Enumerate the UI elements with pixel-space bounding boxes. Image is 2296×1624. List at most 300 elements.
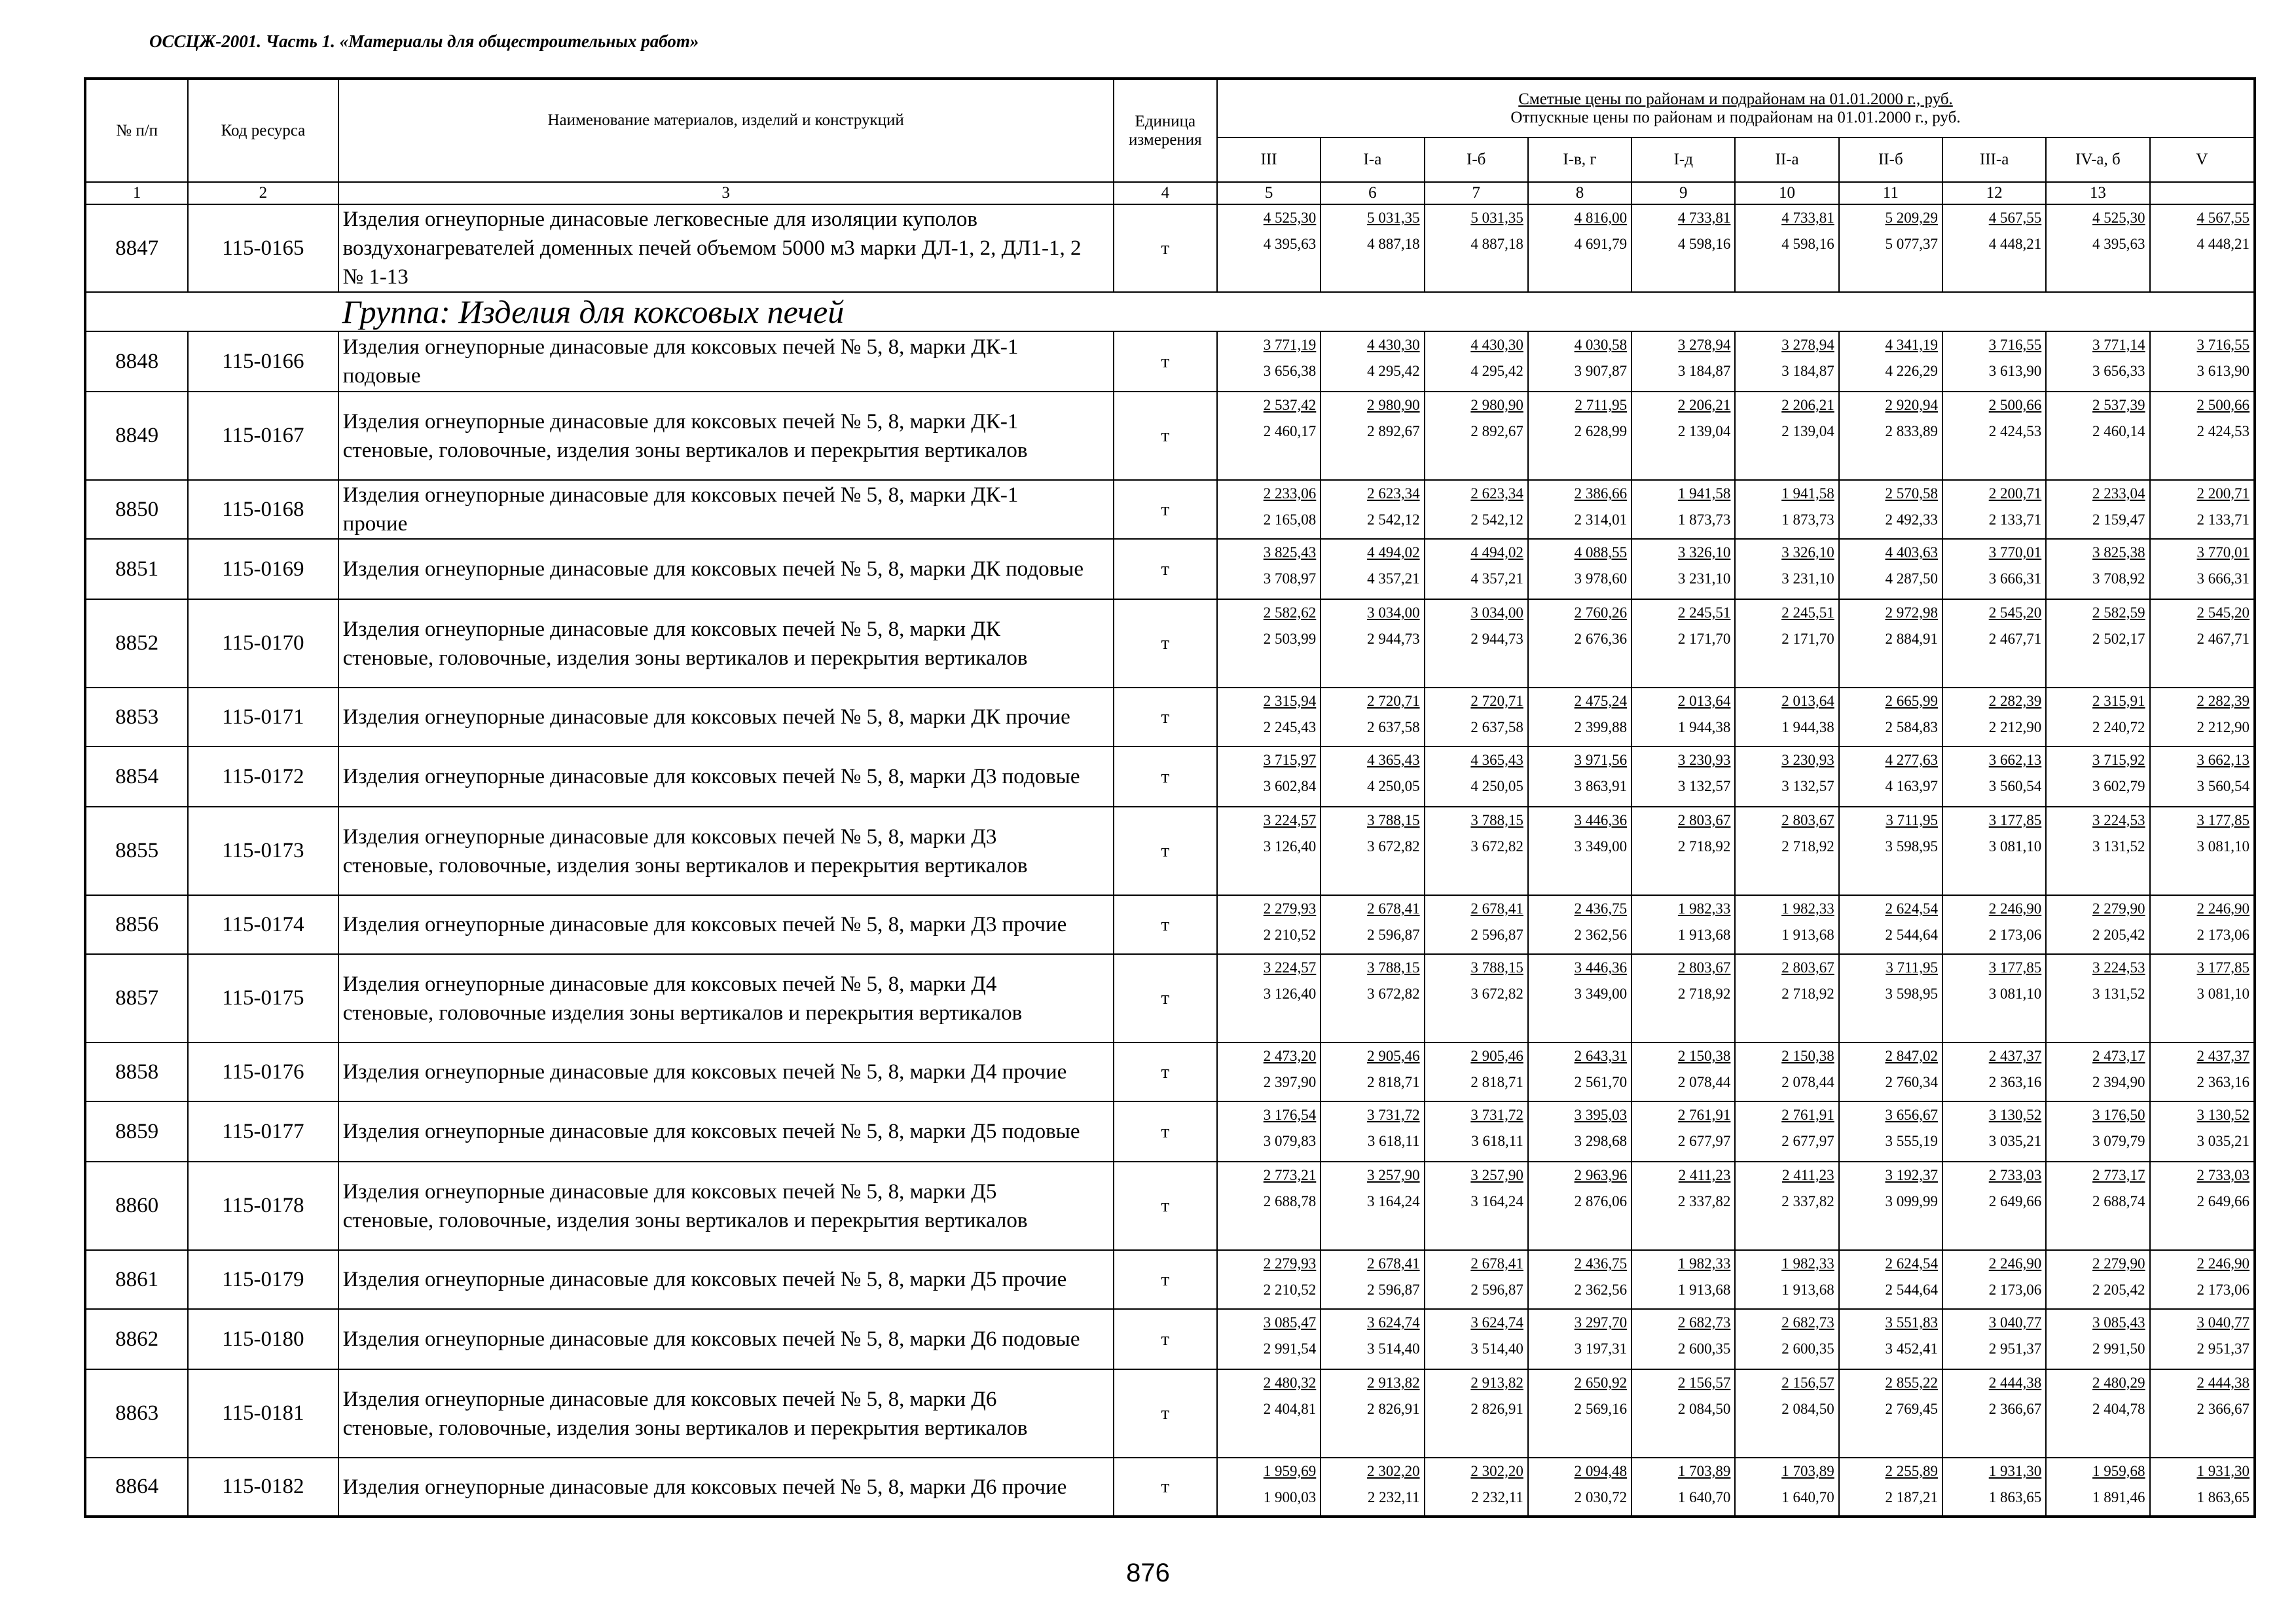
price-cell: [1321, 688, 1424, 747]
release-price: 2 649,66: [2196, 1193, 2250, 1209]
resource-code: 115-0169: [188, 539, 338, 599]
release-price: 2 951,37: [2196, 1340, 2250, 1357]
estimate-price: 2 803,67: [1677, 959, 1731, 976]
col-header-prices: [1217, 79, 2255, 138]
region-header: V: [2150, 138, 2255, 182]
release-price: 3 452,41: [1885, 1340, 1938, 1357]
price-cell: [1839, 1101, 1942, 1162]
unit: т: [1114, 1101, 1217, 1162]
estimate-price: 2 436,75: [1574, 900, 1628, 917]
group-row: [85, 292, 2255, 331]
item-name-line: Изделия огнеупорные динасовые для коксовых печей № 5, 8, марки Д5 прочие: [342, 1268, 1067, 1291]
estimate-price: 2 282,39: [1988, 693, 2042, 709]
estimate-price: 3 716,55: [1988, 337, 2042, 353]
release-price: 2 362,56: [1574, 1282, 1628, 1298]
estimate-price: 3 715,92: [2092, 752, 2145, 768]
estimate-price: 3 130,52: [1988, 1107, 2042, 1123]
unit: т: [1114, 392, 1217, 480]
resource-code: 115-0177: [188, 1101, 338, 1162]
resource-code: 115-0171: [188, 688, 338, 747]
estimate-price: 1 982,33: [1677, 1255, 1731, 1272]
release-price: 3 907,87: [1574, 363, 1628, 379]
resource-code: 115-0181: [188, 1369, 338, 1458]
release-price: 4 598,16: [1781, 236, 1834, 252]
resource-code: 115-0180: [188, 1309, 338, 1369]
column-number: 2: [188, 182, 338, 204]
price-cell: [1942, 392, 2046, 480]
estimate-price: 2 246,90: [1988, 900, 2042, 917]
price-cell: [1631, 1369, 1735, 1458]
price-cell: [1425, 954, 1528, 1043]
estimate-price: 2 855,22: [1885, 1375, 1938, 1391]
estimate-price: 1 703,89: [1677, 1463, 1731, 1479]
estimate-price: 2 905,46: [1367, 1048, 1420, 1064]
price-cell: [1942, 1101, 2046, 1162]
column-number: 6: [1321, 182, 1424, 204]
release-price: 2 628,99: [1574, 423, 1628, 439]
release-price: 3 197,31: [1574, 1340, 1628, 1357]
estimate-price: 2 643,31: [1574, 1048, 1628, 1064]
price-cell: [1735, 599, 1838, 688]
release-price: 2 363,16: [2196, 1074, 2250, 1090]
price-cell: [1217, 204, 1321, 292]
estimate-price: 3 326,10: [1781, 544, 1834, 561]
estimate-price: 2 665,99: [1885, 693, 1938, 709]
estimate-price: 3 711,95: [1886, 959, 1938, 976]
price-cell: [1528, 1162, 1631, 1250]
estimate-price: 2 720,71: [1367, 693, 1420, 709]
estimate-price: 3 825,43: [1263, 544, 1317, 561]
price-cell: [1942, 599, 2046, 688]
price-cell: [1735, 1043, 1838, 1101]
region-header: III-а: [1942, 138, 2046, 182]
unit: т: [1114, 599, 1217, 688]
column-number: 7: [1425, 182, 1528, 204]
price-cell: [1217, 688, 1321, 747]
release-price: 4 448,21: [1988, 236, 2042, 252]
price-cell: [1839, 895, 1942, 954]
price-cell: [1321, 599, 1424, 688]
price-cell: [1528, 807, 1631, 895]
item-name-line: Изделия огнеупорные динасовые для коксовых печей № 5, 8, марки Д6: [342, 1387, 997, 1411]
estimate-price: 3 085,43: [2092, 1314, 2145, 1331]
release-price: 2 171,70: [1781, 631, 1834, 647]
release-price: 2 205,42: [2092, 927, 2145, 943]
estimate-price: 2 094,48: [1574, 1463, 1628, 1479]
release-price: 4 163,97: [1885, 778, 1938, 794]
estimate-price: 4 733,81: [1781, 210, 1834, 226]
estimate-price: 3 395,03: [1574, 1107, 1628, 1123]
estimate-price: 2 475,24: [1574, 693, 1628, 709]
release-price: 4 887,18: [1367, 236, 1420, 252]
estimate-price: 3 257,90: [1470, 1167, 1523, 1183]
release-price: 3 514,40: [1367, 1340, 1420, 1357]
col-header-nn: № п/п: [85, 79, 188, 182]
release-price: 2 404,81: [1263, 1401, 1317, 1417]
price-cell: [1631, 1458, 1735, 1517]
unit: т: [1114, 747, 1217, 807]
price-cell: [1631, 1101, 1735, 1162]
release-price: 4 250,05: [1367, 778, 1420, 794]
price-cell: [1735, 688, 1838, 747]
price-cell: [1425, 1162, 1528, 1250]
item-name-line: Изделия огнеупорные динасовые для коксовых печей № 5, 8, марки Д3 подовые: [342, 765, 1080, 788]
estimate-price: 4 525,30: [2092, 210, 2145, 226]
item-name-line: воздухонагревателей доменных печей объемом 5000 м3 марки ДЛ-1, 2, ДЛ1-1, 2: [342, 236, 1082, 260]
price-cell: [1942, 204, 2046, 292]
estimate-price: 2 624,54: [1885, 900, 1938, 917]
row-number: 8849: [85, 392, 188, 480]
estimate-price: 2 315,94: [1263, 693, 1317, 709]
estimate-price: 2 582,62: [1263, 604, 1317, 621]
release-price: 3 231,10: [1677, 570, 1731, 587]
estimate-price: 2 761,91: [1781, 1107, 1834, 1123]
row-number: 8857: [85, 954, 188, 1043]
release-price: 2 637,58: [1470, 719, 1523, 735]
prices-release-caption: Отпускные цены по районам и подрайонам на 01.01.2000 г., руб.: [1510, 108, 1961, 126]
estimate-price: 3 656,67: [1885, 1107, 1938, 1123]
estimate-price: 4 277,63: [1885, 752, 1938, 768]
item-name-line: подовые: [342, 364, 421, 388]
item-name: [338, 204, 1114, 292]
table-row: [85, 539, 2255, 599]
release-price: 2 542,12: [1367, 511, 1420, 528]
price-cell: [1735, 204, 1838, 292]
release-price: 3 560,54: [2196, 778, 2250, 794]
price-cell: [1942, 1162, 2046, 1250]
unit: т: [1114, 1369, 1217, 1458]
release-price: 3 672,82: [1470, 986, 1523, 1002]
price-cell: [1839, 688, 1942, 747]
price-cell: [1321, 1458, 1424, 1517]
price-cell: [1321, 331, 1424, 392]
estimate-price: 2 279,90: [2092, 900, 2145, 917]
estimate-price: 4 403,63: [1885, 544, 1938, 561]
price-cell: [1942, 1309, 2046, 1369]
release-price: 2 718,92: [1781, 986, 1834, 1002]
release-price: 2 173,06: [1988, 927, 2042, 943]
item-name: [338, 954, 1114, 1043]
price-cell: [1631, 747, 1735, 807]
resource-code: 115-0165: [188, 204, 338, 292]
price-cell: [2150, 331, 2255, 392]
row-number: 8862: [85, 1309, 188, 1369]
price-cell: [1425, 1369, 1528, 1458]
release-price: 3 666,31: [2196, 570, 2250, 587]
price-cell: [1839, 539, 1942, 599]
release-price: 2 818,71: [1367, 1074, 1420, 1090]
price-cell: [2046, 1101, 2149, 1162]
price-cell: [1425, 1250, 1528, 1309]
unit: т: [1114, 954, 1217, 1043]
price-cell: [1839, 747, 1942, 807]
release-price: 2 760,34: [1885, 1074, 1938, 1090]
release-price: 3 184,87: [1781, 363, 1834, 379]
item-name-line: Изделия огнеупорные динасовые для коксовых печей № 5, 8, марки Д3: [342, 824, 997, 849]
col-header-name: Наименование материалов, изделий и конструкций: [338, 79, 1114, 182]
price-cell: [2046, 331, 2149, 392]
estimate-price: 3 177,85: [1988, 959, 2042, 976]
release-price: 2 600,35: [1677, 1340, 1731, 1357]
estimate-price: 3 662,13: [1988, 752, 2042, 768]
estimate-price: 4 816,00: [1574, 210, 1628, 226]
price-cell: [1942, 1369, 2046, 1458]
price-cell: [1425, 539, 1528, 599]
estimate-price: 2 206,21: [1781, 397, 1834, 413]
price-cell: [2150, 895, 2255, 954]
release-price: 2 084,50: [1677, 1401, 1731, 1417]
price-cell: [1528, 204, 1631, 292]
item-name: [338, 688, 1114, 747]
table-row: [85, 331, 2255, 392]
row-number: 8850: [85, 480, 188, 539]
estimate-price: 2 761,91: [1677, 1107, 1731, 1123]
price-cell: [2150, 392, 2255, 480]
col-header-unit: Единица измерения: [1114, 79, 1217, 182]
item-name-line: Изделия огнеупорные динасовые для коксовых печей № 5, 8, марки ДК-1: [342, 483, 1019, 507]
release-price: 3 349,00: [1574, 986, 1628, 1002]
item-name: [338, 1250, 1114, 1309]
table-row: [85, 392, 2255, 480]
price-cell: [1735, 539, 1838, 599]
column-number: 10: [1735, 182, 1838, 204]
price-cell: [1839, 1162, 1942, 1250]
release-price: 2 232,11: [1367, 1489, 1420, 1505]
release-price: 2 205,42: [2092, 1282, 2145, 1298]
price-cell: [1631, 895, 1735, 954]
unit: т: [1114, 1250, 1217, 1309]
price-cell: [1217, 331, 1321, 392]
estimate-price: 2 444,38: [2196, 1375, 2250, 1391]
release-price: 2 397,90: [1263, 1074, 1317, 1090]
release-price: 2 460,14: [2092, 423, 2145, 439]
page-number: 876: [1126, 1559, 1170, 1587]
row-number: 8847: [85, 204, 188, 292]
release-price: 2 892,67: [1367, 423, 1420, 439]
release-price: 3 099,99: [1885, 1193, 1938, 1209]
release-price: 3 081,10: [1988, 838, 2042, 855]
item-name-line: прочие: [342, 512, 408, 536]
estimate-price: 3 326,10: [1677, 544, 1731, 561]
estimate-price: 3 297,70: [1574, 1314, 1628, 1331]
row-number: 8864: [85, 1458, 188, 1517]
price-cell: [1321, 1043, 1424, 1101]
release-price: 2 544,64: [1885, 927, 1938, 943]
release-price: 2 596,87: [1470, 1282, 1523, 1298]
price-cell: [1528, 480, 1631, 539]
release-price: 2 544,64: [1885, 1282, 1938, 1298]
estimate-price: 2 624,54: [1885, 1255, 1938, 1272]
resource-code: 115-0178: [188, 1162, 338, 1250]
release-price: 2 363,16: [1988, 1074, 2042, 1090]
estimate-price: 3 177,85: [2196, 812, 2250, 828]
estimate-price: 2 847,02: [1885, 1048, 1938, 1064]
price-cell: [2046, 204, 2149, 292]
price-cell: [2046, 1369, 2149, 1458]
estimate-price: 2 279,90: [2092, 1255, 2145, 1272]
estimate-price: 4 430,30: [1367, 337, 1420, 353]
region-header: I-д: [1631, 138, 1735, 182]
estimate-price: 2 282,39: [2196, 693, 2250, 709]
release-price: 3 656,38: [1263, 363, 1317, 379]
price-cell: [1321, 539, 1424, 599]
release-price: 3 081,10: [1988, 986, 2042, 1002]
price-cell: [1217, 1458, 1321, 1517]
price-cell: [1217, 1309, 1321, 1369]
release-price: 2 718,92: [1781, 838, 1834, 855]
item-name-line: Изделия огнеупорные динасовые для коксовых печей № 5, 8, марки Д4: [342, 972, 997, 996]
row-number: 8853: [85, 688, 188, 747]
release-price: 2 165,08: [1263, 511, 1317, 528]
price-cell: [1631, 807, 1735, 895]
price-cell: [1528, 539, 1631, 599]
price-cell: [1735, 1101, 1838, 1162]
estimate-price: 3 716,55: [2196, 337, 2250, 353]
price-cell: [2046, 954, 2149, 1043]
price-cell: [1528, 1043, 1631, 1101]
price-cell: [1528, 954, 1631, 1043]
estimate-price: 4 341,19: [1885, 337, 1938, 353]
table-row: [85, 480, 2255, 539]
price-cell: [1425, 1458, 1528, 1517]
estimate-price: 2 733,03: [2196, 1167, 2250, 1183]
estimate-price: 4 567,55: [2196, 210, 2250, 226]
price-cell: [1425, 204, 1528, 292]
price-cell: [1735, 807, 1838, 895]
price-cell: [1321, 392, 1424, 480]
release-price: 3 666,31: [1988, 570, 2042, 587]
price-cell: [1631, 1309, 1735, 1369]
estimate-price: 1 941,58: [1677, 485, 1731, 502]
item-name: [338, 599, 1114, 688]
price-cell: [1425, 1101, 1528, 1162]
estimate-price: 2 773,21: [1263, 1167, 1317, 1183]
release-price: 4 250,05: [1470, 778, 1523, 794]
release-price: 1 640,70: [1677, 1489, 1731, 1505]
price-cell: [1839, 1309, 1942, 1369]
estimate-price: 3 176,54: [1263, 1107, 1317, 1123]
estimate-price: 2 623,34: [1470, 485, 1523, 502]
release-price: 2 078,44: [1781, 1074, 1834, 1090]
estimate-price: 3 177,85: [1988, 812, 2042, 828]
estimate-price: 2 411,23: [1678, 1167, 1731, 1183]
release-price: 2 245,43: [1263, 719, 1317, 735]
estimate-price: 3 788,15: [1470, 812, 1523, 828]
table-row: [85, 954, 2255, 1043]
release-price: 4 357,21: [1367, 570, 1420, 587]
release-price: 2 078,44: [1677, 1074, 1731, 1090]
col-header-code: Код ресурса: [188, 79, 338, 182]
item-name-line: № 1-13: [342, 265, 409, 289]
release-price: 3 132,57: [1677, 778, 1731, 794]
estimate-price: 3 788,15: [1367, 812, 1420, 828]
estimate-price: 3 624,74: [1367, 1314, 1420, 1331]
release-price: 4 295,42: [1367, 363, 1420, 379]
price-cell: [2150, 1043, 2255, 1101]
release-price: 4 887,18: [1470, 236, 1523, 252]
release-price: 1 873,73: [1781, 511, 1834, 528]
release-price: 3 035,21: [1988, 1133, 2042, 1149]
estimate-price: 2 545,20: [1988, 604, 2042, 621]
estimate-price: 2 537,42: [1263, 397, 1317, 413]
item-name-line: Изделия огнеупорные динасовые для коксовых печей № 5, 8, марки Д4 прочие: [342, 1060, 1067, 1084]
price-cell: [2150, 1309, 2255, 1369]
estimate-price: 2 246,90: [2196, 1255, 2250, 1272]
release-price: 2 596,87: [1367, 1282, 1420, 1298]
price-cell: [2150, 807, 2255, 895]
release-price: 2 649,66: [1988, 1193, 2042, 1209]
release-price: 1 863,65: [1988, 1489, 2042, 1505]
price-cell: [2046, 392, 2149, 480]
price-cell: [1217, 1162, 1321, 1250]
price-cell: [1735, 1458, 1838, 1517]
table-row: [85, 1043, 2255, 1101]
item-name: [338, 747, 1114, 807]
estimate-price: 1 982,33: [1677, 900, 1731, 917]
page-header: ОССЦЖ-2001. Часть 1. «Материалы для общестроительных работ»: [149, 31, 699, 51]
price-cell: [1631, 204, 1735, 292]
resource-code: 115-0170: [188, 599, 338, 688]
release-price: 3 672,82: [1367, 986, 1420, 1002]
column-number: 5: [1217, 182, 1321, 204]
estimate-price: 3 624,74: [1470, 1314, 1523, 1331]
item-name-line: Изделия огнеупорные динасовые легковесные для изоляции куполов: [342, 208, 978, 231]
release-price: 3 164,24: [1367, 1193, 1420, 1209]
table-row: [85, 807, 2255, 895]
estimate-price: 2 733,03: [1988, 1167, 2042, 1183]
release-price: 2 467,71: [1988, 631, 2042, 647]
table-row: [85, 1309, 2255, 1369]
price-cell: [1425, 1043, 1528, 1101]
price-cell: [1735, 895, 1838, 954]
release-price: 2 337,82: [1677, 1193, 1731, 1209]
price-cell: [2150, 1101, 2255, 1162]
price-cell: [1321, 204, 1424, 292]
price-cell: [1321, 807, 1424, 895]
release-price: 3 598,95: [1885, 986, 1938, 1002]
release-price: 3 863,91: [1574, 778, 1628, 794]
price-cell: [2046, 1043, 2149, 1101]
price-cell: [2150, 747, 2255, 807]
estimate-price: 2 444,38: [1988, 1375, 2042, 1391]
price-cell: [2046, 1250, 2149, 1309]
group-title: Группа: Изделия для коксовых печей: [338, 292, 2255, 331]
estimate-price: 2 302,20: [1470, 1463, 1523, 1479]
release-price: 2 210,52: [1263, 927, 1317, 943]
estimate-price: 2 500,66: [1988, 397, 2042, 413]
price-cell: [1735, 392, 1838, 480]
release-price: 4 287,50: [1885, 570, 1938, 587]
unit: т: [1114, 539, 1217, 599]
price-cell: [2046, 807, 2149, 895]
price-cell: [1839, 954, 1942, 1043]
price-cell: [1321, 747, 1424, 807]
release-price: 2 991,54: [1263, 1340, 1317, 1357]
price-cell: [1217, 480, 1321, 539]
estimate-price: 2 245,51: [1677, 604, 1731, 621]
release-price: 3 708,97: [1263, 570, 1317, 587]
price-cell: [1321, 1309, 1424, 1369]
release-price: 2 833,89: [1885, 423, 1938, 439]
region-header: I-а: [1321, 138, 1424, 182]
estimate-price: 2 437,37: [1988, 1048, 2042, 1064]
column-number: 3: [338, 182, 1114, 204]
unit: т: [1114, 480, 1217, 539]
row-number: 8851: [85, 539, 188, 599]
release-price: 1 891,46: [2092, 1489, 2145, 1505]
release-price: 2 502,17: [2092, 631, 2145, 647]
release-price: 2 173,06: [2196, 1282, 2250, 1298]
